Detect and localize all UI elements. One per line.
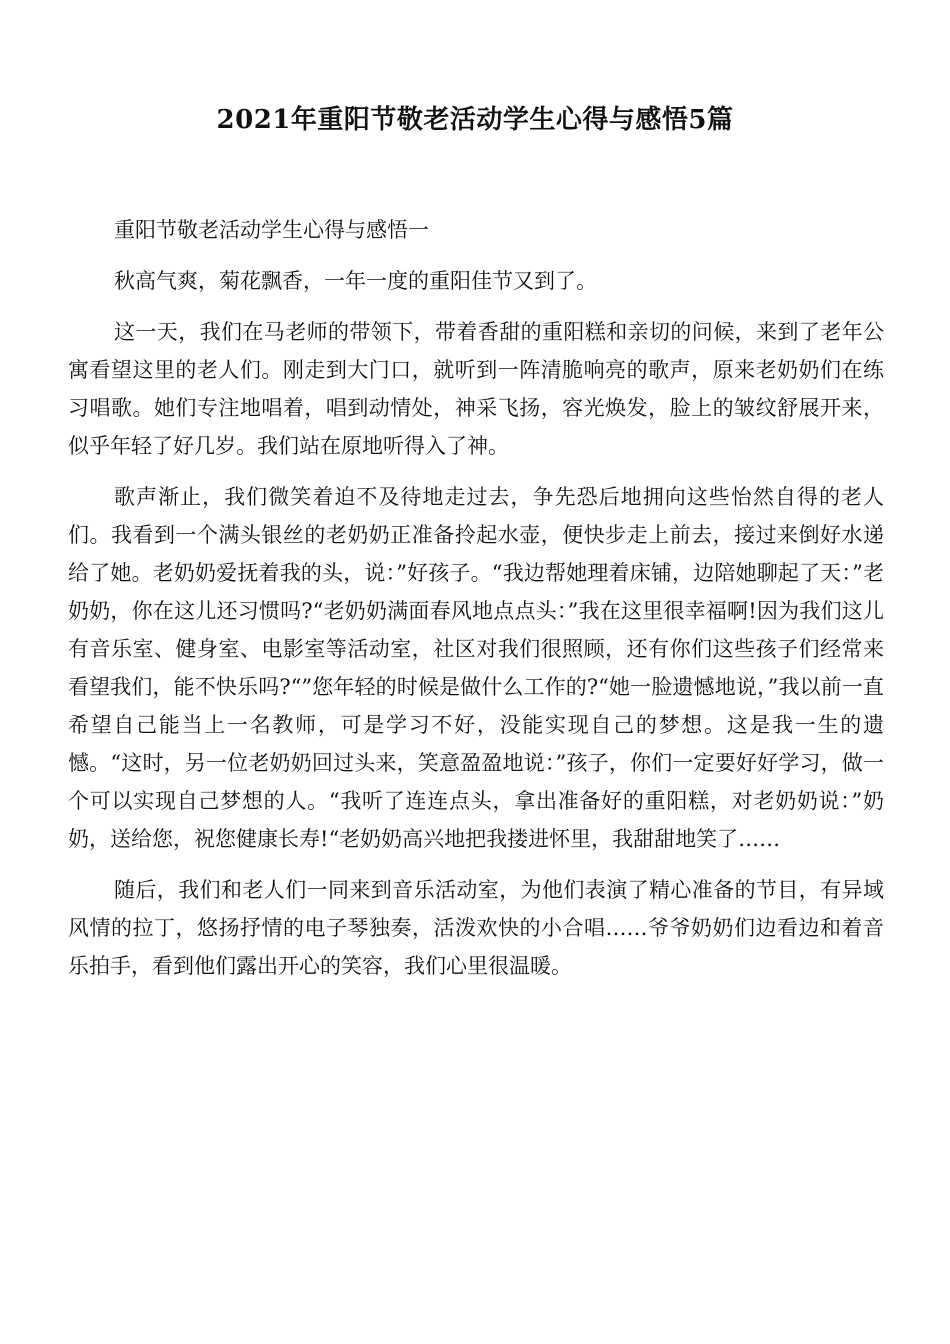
paragraph: 随后，我们和老人们一同来到音乐活动室，为他们表演了精心准备的节目，有异域风情的拉丁，悠扬抒情的电子琴独奏，活泼欢快的小合唱……爷爷奶奶们边看边和着音乐拍手，看到他们露出开心的笑容，我们心里很温暖。	[68, 878, 884, 978]
section-heading: 重阳节敬老活动学生心得与感悟一	[114, 218, 429, 242]
paragraph: 歌声渐止，我们微笑着迫不及待地走过去，争先恐后地拥向这些怡然自得的老人们。我看到一个满头银丝的老奶奶正准备拎起水壶，便快步走上前去，接过来倒好水递给了她。老奶奶爱抚着我的头，说：”好孩子。“我边帮她理着床铺，边陪她聊起了天：”老奶奶，你在这儿还习惯吗?“老奶奶满面春风地点点头：”我在这里很幸福啊!因为我们这儿有音乐室、健身室、电影室等活动室，社区对我们很照顾，还有你们这些孩子们经常来看望我们，能不快乐吗?“”您年轻的时候是做什么工作的?“她一脸遗憾地说，”我以前一直希望自己能当上一名教师，可是学习不好，没能实现自己的梦想。这是我一生的遗憾。“这时，另一位老奶奶回过头来，笑意盈盈地说：”孩子，你们一定要好好学习，做一个可以实现自己梦想的人。“我听了连连点头，拿出准备好的重阳糕，对老奶奶说：”奶奶，送给您，祝您健康长寿!“老奶奶高兴地把我搂进怀里，我甜甜地笑了……	[68, 485, 884, 851]
document-body	[68, 211, 884, 998]
paragraph: 秋高气爽，菊花飘香，一年一度的重阳佳节又到了。	[114, 269, 597, 293]
document-title: 2021年重阳节敬老活动学生心得与感悟5篇	[216, 105, 734, 135]
paragraph: 这一天，我们在马老师的带领下，带着香甜的重阳糕和亲切的问候，来到了老年公寓看望这里的老人们。刚走到大门口，就听到一阵清脆响亮的歌声，原来老奶奶们在练习唱歌。她们专注地唱着，唱到动情处，神采飞扬，容光焕发，脸上的皱纹舒展开来，似乎年轻了好几岁。我们站在原地听得入了神。	[68, 320, 884, 458]
